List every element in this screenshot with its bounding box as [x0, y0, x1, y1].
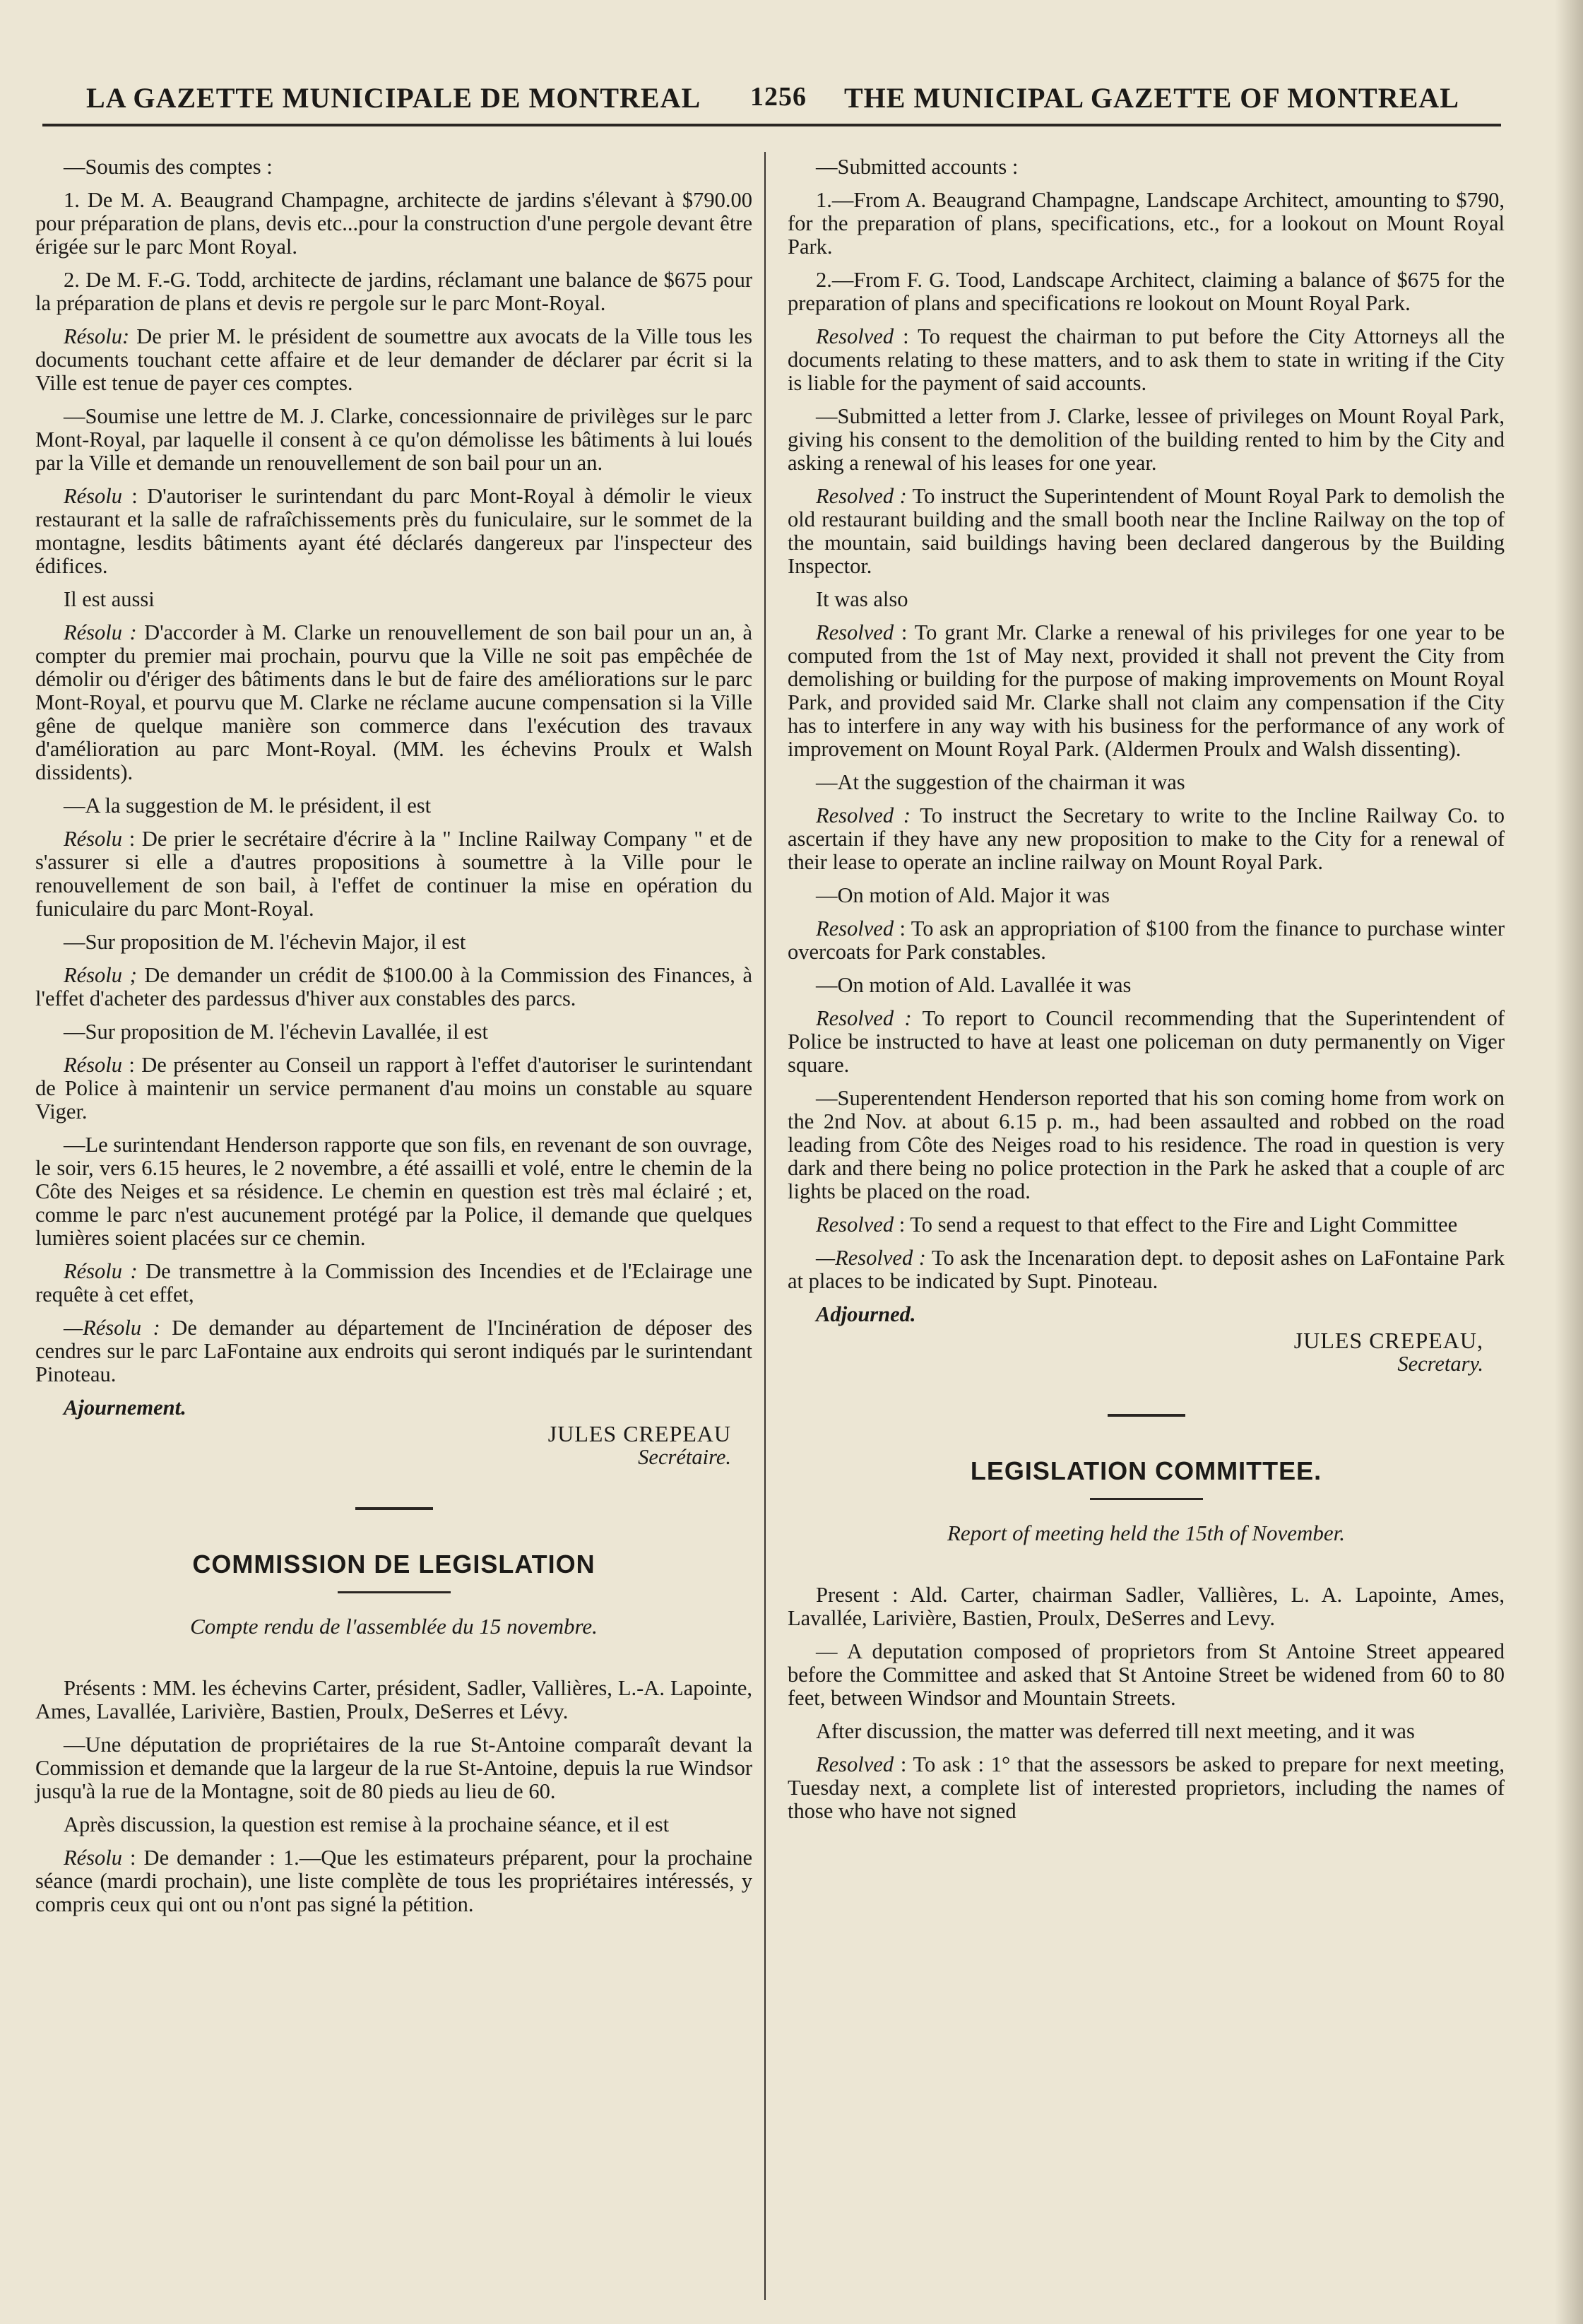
signature-role: Secrétaire.	[638, 1445, 731, 1469]
paragraph-text: After discussion, the matter was deferred till next meeting, and it was	[816, 1719, 1415, 1743]
header-english-title: THE MUNICIPAL GAZETTE OF MONTREAL	[844, 82, 1459, 114]
english-legislation-minutes	[788, 1583, 1505, 1823]
paragraph-text: To report to Council recommending that the Superintendent of Police be instructed to have at least one policeman on duty permanently on Viger square.	[788, 1006, 1505, 1077]
minutes-paragraph	[788, 917, 1505, 964]
paragraph-text: D'accorder à M. Clarke un renouvellement de son bail pour un an, à compter du premier mai prochain, pourvu que la Ville ne soit pas empêchée de démolir ou d'ériger des bâtiments dans le but de faire des améliorations sur le parc Mont-Royal, et pourvu que M. Clarke ne réclame aucune compensation si la Ville gêne de quelque manière son commerce dans l'exécution des travaux d'amélioration au parc Mont-Royal. (MM. les échevins Proulx et Walsh dissidents).	[35, 620, 753, 784]
resolution-lead: Resolved	[816, 1213, 894, 1237]
paragraph-text: To instruct the Secretary to write to the Incline Railway Co. to ascertain if they have any new proposition to make to the City for a renewal of their lease to operate an incline railway on Mount Royal Park.	[788, 803, 1505, 874]
minutes-paragraph	[788, 1246, 1505, 1293]
resolution-lead: Resolved	[816, 620, 894, 644]
resolution-lead: Resolved	[816, 324, 894, 348]
french-legislation-minutes	[35, 1677, 752, 1916]
minutes-paragraph	[788, 325, 1505, 395]
french-minutes	[35, 155, 752, 1386]
resolution-lead: Résolu	[64, 1846, 123, 1870]
minutes-paragraph	[788, 485, 1505, 578]
paragraph-text: —On motion of Ald. Lavallée it was	[816, 973, 1132, 997]
minutes-paragraph	[788, 884, 1505, 907]
minutes-paragraph	[788, 1583, 1505, 1630]
resolution-lead: Resolved :	[816, 1006, 912, 1030]
resolution-lead: Resolved	[816, 916, 894, 940]
paragraph-text: De demander au département de l'Incinération de déposer des cendres sur le parc LaFontaine aux endroits qui seront indiqués par le surintendant Pinoteau.	[35, 1316, 752, 1386]
paragraph-text: — A deputation composed of proprietors from St Antoine Street appeared before the Committee and asked that St Antoine Street be widened from 60 to 80 feet, between Windsor and Mountain Streets.	[788, 1639, 1505, 1710]
minutes-paragraph	[35, 621, 752, 784]
paragraph-text: 1.—From A. Beaugrand Champagne, Landscape Architect, amounting to $790, for the preparation of plans, specifications, etc., for a lookout on Mount Royal Park.	[788, 188, 1505, 259]
minutes-paragraph	[35, 485, 752, 578]
minutes-paragraph	[35, 269, 752, 315]
paragraph-text: —Sur proposition de M. l'échevin Major, il est	[64, 930, 466, 954]
minutes-paragraph	[35, 1054, 752, 1123]
french-adjourn: Ajournement.	[64, 1396, 186, 1420]
resolution-lead: Resolved	[816, 1752, 894, 1776]
minutes-paragraph	[788, 1007, 1505, 1077]
minutes-paragraph	[788, 405, 1505, 475]
title-rule	[1090, 1498, 1203, 1500]
english-signature	[788, 1329, 1505, 1376]
signature-name: JULES CREPEAU	[547, 1421, 731, 1446]
paragraph-text: —Le surintendant Henderson rapporte que son fils, en revenant de son ouvrage, le soir, vers 6.15 heures, le 2 novembre, a été assailli et volé, entre le chemin de la Côte des Neiges et sa résidence. Le chemin en question est très mal éclairé ; et, comme le parc n'est aucunement protégé par la Police, il demande que quelques lumières soient placées sur ce chemin.	[35, 1133, 752, 1250]
page-edge-shadow	[1555, 0, 1583, 2324]
resolution-lead: —Résolu :	[64, 1316, 160, 1340]
section-separator	[355, 1507, 433, 1510]
paragraph-text: : De prier le secrétaire d'écrire à la " Incline Railway Company " et de s'assurer si elle a d'autres propositions à soumettre à la Ville pour le renouvellement de son bail, à l'effet de continuer la mise en opération du funiculaire du parc Mont-Royal.	[35, 827, 752, 921]
paragraph-text: : To request the chairman to put before the City Attorneys all the documents relating to these matters, and to ask them to state in writing if the City is liable for the payment of said accounts.	[788, 324, 1505, 395]
minutes-paragraph	[788, 269, 1505, 315]
minutes-paragraph	[35, 827, 752, 921]
resolution-lead: Résolu	[64, 827, 123, 851]
french-column	[35, 155, 752, 1926]
section-separator	[1108, 1414, 1185, 1417]
paragraph-text: : De demander : 1.—Que les estimateurs préparent, pour la prochaine séance (mardi prochain), une liste complète de tous les propriétaires intéressés, y compris ceux qui ont ou n'ont pas signé la pétition.	[35, 1846, 752, 1916]
paragraph-text: 1. De M. A. Beaugrand Champagne, architecte de jardins s'élevant à $790.00 pour préparation de plans, devis etc...pour la construction d'une pergole devant être érigée sur le parc Mont Royal.	[35, 188, 752, 259]
paragraph-text: Présents : MM. les échevins Carter, président, Sadler, Vallières, L.-A. Lapointe, Ames, Lavallée, Larivière, Bastien, Proulx, DeSerres et Lévy.	[35, 1676, 752, 1723]
minutes-paragraph	[788, 621, 1505, 761]
signature-role: Secretary.	[1397, 1352, 1483, 1376]
minutes-paragraph	[788, 804, 1505, 874]
minutes-paragraph	[788, 771, 1505, 794]
resolution-lead: Résolu:	[64, 324, 130, 348]
minutes-paragraph	[35, 405, 752, 475]
paragraph-text: —On motion of Ald. Major it was	[816, 883, 1110, 907]
english-adjourn: Adjourned.	[816, 1302, 916, 1326]
minutes-paragraph	[35, 1677, 752, 1723]
resolution-lead: Résolu :	[64, 1259, 138, 1283]
resolution-lead: Resolved :	[816, 803, 911, 827]
paragraph-text: : D'autoriser le surintendant du parc Mont-Royal à démolir le vieux restaurant et la salle de rafraîchissements près du funiculaire, sur le sommet de la montagne, lesdits bâtiments ayant été déclarés dangereux par l'inspecteur des édifices.	[35, 484, 752, 578]
paragraph-text: To instruct the Superintendent of Mount Royal Park to demolish the old restaurant building and the small booth near the Incline Railway on the top of the mountain, said buildings having been declared dangerous by the Building Inspector.	[788, 484, 1505, 578]
minutes-paragraph	[35, 155, 752, 179]
paragraph-text: It was also	[816, 587, 908, 611]
resolution-lead: —Resolved :	[816, 1246, 926, 1270]
paragraph-text: —Submitted accounts :	[816, 155, 1019, 179]
minutes-paragraph	[35, 1813, 752, 1836]
minutes-paragraph	[35, 1133, 752, 1250]
minutes-paragraph	[35, 1846, 752, 1916]
title-rule	[338, 1591, 451, 1593]
paragraph-text: To ask the Incenaration dept. to deposit ashes on LaFontaine Park at places to be indicated by Supt. Pinoteau.	[788, 1246, 1505, 1293]
minutes-paragraph	[35, 1733, 752, 1803]
paragraph-text: —A la suggestion de M. le président, il est	[64, 794, 432, 818]
signature-name: JULES CREPEAU,	[1293, 1328, 1483, 1353]
minutes-paragraph	[35, 1316, 752, 1386]
paragraph-text: 2. De M. F.-G. Todd, architecte de jardins, réclamant une balance de $675 pour la préparation de plans et devis re pergole sur le parc Mont-Royal.	[35, 268, 752, 315]
paragraph-text: De prier M. le président de soumettre aux avocats de la Ville tous les documents touchant cette affaire et de leur demander de déclarer par écrit si la Ville est tenue de payer ces comptes.	[35, 324, 752, 395]
english-section-subtitle: Report of meeting held the 15th of November.	[947, 1521, 1346, 1545]
english-section-title: LEGISLATION COMMITTEE.	[970, 1456, 1322, 1485]
paragraph-text: 2.—From F. G. Tood, Landscape Architect, claiming a balance of $675 for the preparation of plans and specifications re lookout on Mount Royal Park.	[788, 268, 1505, 315]
paragraph-text: —Superentendent Henderson reported that his son coming home from work on the 2nd Nov. at about 6.15 p. m., had been assaulted and robbed on the road leading from Côte des Neiges road to his residence. The road in question is very dark and there being no police protection in the Park he asked that a couple of arc lights be placed on the road.	[788, 1086, 1505, 1203]
minutes-paragraph	[35, 794, 752, 818]
paragraph-text: Après discussion, la question est remise à la prochaine séance, et il est	[64, 1812, 670, 1836]
french-section-title: COMMISSION DE LEGISLATION	[192, 1550, 595, 1579]
paragraph-text: De demander un crédit de $100.00 à la Commission des Finances, à l'effet d'acheter des pardessus d'hiver aux constables des parcs.	[35, 963, 752, 1010]
english-minutes	[788, 155, 1505, 1293]
paragraph-text: Il est aussi	[64, 587, 155, 611]
resolution-lead: Résolu	[64, 1053, 123, 1077]
paragraph-text: De transmettre à la Commission des Incendies et de l'Eclairage une requête à cet effet,	[35, 1259, 752, 1306]
header-rule	[42, 124, 1501, 126]
minutes-paragraph	[788, 155, 1505, 179]
french-section-subtitle: Compte rendu de l'assemblée du 15 novembre.	[190, 1614, 598, 1639]
paragraph-text: —At the suggestion of the chairman it was	[816, 770, 1185, 794]
column-divider	[764, 152, 766, 2300]
resolution-lead: Résolu ;	[64, 963, 137, 987]
paragraph-text: —Soumis des comptes :	[64, 155, 273, 179]
minutes-paragraph	[788, 1753, 1505, 1823]
paragraph-text: : To ask an appropriation of $100 from the finance to purchase winter overcoats for Park constables.	[788, 916, 1505, 964]
minutes-paragraph	[35, 1020, 752, 1044]
resolution-lead: Résolu :	[64, 620, 137, 644]
paragraph-text: —Sur proposition de M. l'échevin Lavallée, il est	[64, 1020, 488, 1044]
paragraph-text: —Soumise une lettre de M. J. Clarke, concessionnaire de privilèges sur le parc Mont-Royal, par laquelle il consent à ce qu'on démolisse les bâtiments à lui loués par la Ville et demande un renouvellement de son bail pour un an.	[35, 404, 752, 475]
page-number: 1256	[750, 82, 807, 112]
minutes-paragraph	[35, 1260, 752, 1306]
minutes-paragraph	[788, 1640, 1505, 1710]
english-column	[788, 155, 1505, 1833]
minutes-paragraph	[788, 189, 1505, 259]
minutes-paragraph	[788, 1087, 1505, 1203]
paragraph-text: Present : Ald. Carter, chairman Sadler, Vallières, L. A. Lapointe, Ames, Lavallée, Larivière, Bastien, Proulx, DeSerres and Levy.	[788, 1583, 1505, 1630]
minutes-paragraph	[35, 931, 752, 954]
minutes-paragraph	[35, 325, 752, 395]
resolution-lead: Resolved :	[816, 484, 907, 508]
paragraph-text: : To send a request to that effect to the Fire and Light Committee	[894, 1213, 1458, 1237]
minutes-paragraph	[35, 189, 752, 259]
minutes-paragraph	[788, 1720, 1505, 1743]
paragraph-text: —Submitted a letter from J. Clarke, lessee of privileges on Mount Royal Park, giving his consent to the demolition of the building rented to him by the City and asking a renewal of his leases for one year.	[788, 404, 1505, 475]
paragraph-text: : To grant Mr. Clarke a renewal of his privileges for one year to be computed from the 1st of May next, provided it shall not prevent the City from demolishing or building for the purpose of making improvements on Mount Royal Park, and provided said Mr. Clarke shall not claim any compensation if the City has to interfere in any way with his business for the performance of any work of improvement on Mount Royal Park. (Aldermen Proulx and Walsh dissenting).	[788, 620, 1505, 761]
french-signature	[35, 1422, 752, 1469]
minutes-paragraph	[788, 588, 1505, 611]
paragraph-text: : To ask : 1° that the assessors be asked to prepare for next meeting, Tuesday next, a complete list of interested proprietors, including the names of those who have not signed	[788, 1752, 1505, 1823]
resolution-lead: Résolu	[64, 484, 123, 508]
minutes-paragraph	[35, 964, 752, 1010]
paragraph-text: : De présenter au Conseil un rapport à l'effet d'autoriser le surintendant de Police à maintenir un service permanent d'au moins un constable au square Viger.	[35, 1053, 752, 1123]
header-french-title: LA GAZETTE MUNICIPALE DE MONTREAL	[86, 82, 701, 114]
minutes-paragraph	[788, 974, 1505, 997]
minutes-paragraph	[788, 1213, 1505, 1237]
minutes-paragraph	[35, 588, 752, 611]
paragraph-text: —Une députation de propriétaires de la rue St-Antoine comparaît devant la Commission et demande que la largeur de la rue St-Antoine, depuis la rue Windsor jusqu'à la rue de la Montagne, soit de 80 pieds au lieu de 60.	[35, 1733, 752, 1803]
